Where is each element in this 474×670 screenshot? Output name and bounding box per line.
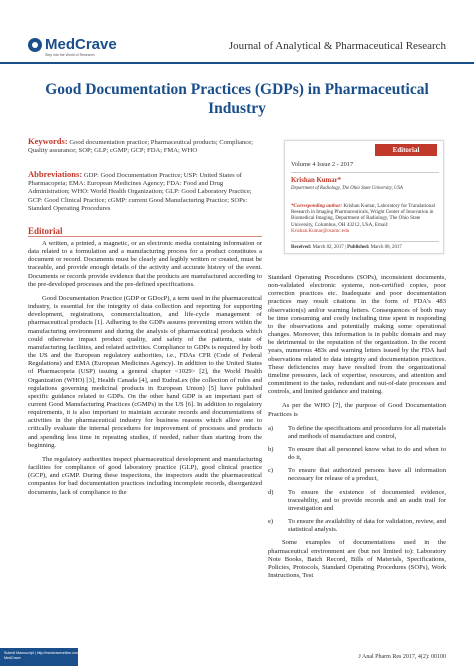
list-text: To ensure the existence of documented evidence, traceability, and to provide records and an audit trail for investigation and [288, 488, 446, 512]
published-label: Published: [347, 245, 370, 250]
list-item [268, 467, 446, 483]
corresponding-author [291, 203, 441, 234]
journal-name: Journal of Analytical & Pharmaceutical Research [228, 40, 446, 52]
box-divider [291, 172, 439, 173]
keywords-block [28, 137, 262, 155]
list-item [268, 489, 446, 513]
author-name: Krishan Kumar* [291, 177, 342, 184]
list-marker: a) [268, 424, 274, 432]
paragraph: A written, a printed, a magnetic, or an electronic media containing information or data related to a formulation and a manufacturing process for a product constitutes a document or record. Documents must be clearly and legibly written or created, must be traceable, and provide enough details of the activity and accurate history of the event. Documents or records provide evidence that the products are manufactured according to the pre-developed processes and the pre-defined specifications. [28, 240, 262, 288]
logo-globe-icon [28, 38, 42, 52]
paragraph: As per the WHO [7], the purpose of Good Documentation Practices is [268, 402, 446, 418]
list-text: To ensure that all personnel know what to do and when to do it, [288, 445, 446, 462]
box-divider [291, 241, 439, 242]
header-rule [0, 62, 474, 64]
published-date: March 08, 2017 [370, 245, 402, 250]
editorial-rule [28, 236, 262, 237]
paragraph: The regulatory authorities inspect pharmaceutical development and manufacturing facilities for compliance of good laboratory practice (GLP), good clinical practice (GCP), and cGMP. During these inspections, the inspectors audit the pharmaceutical companies for bad documentation practices including incomplete records, disorganized documents, lack of compliance to the [28, 455, 262, 496]
footer-submit[interactable] [4, 651, 79, 661]
paragraph: Some examples of documentations used in the pharmaceutical environment are (but not limited to): Laboratory Note Books, Batch Record, Bills of Materials, Specifications, Policies, Protocols, Standard Operating Procedures (SOPs), Work Instructions, Test [268, 539, 446, 579]
submit-manuscript-link[interactable]: Submit Manuscript | http://medcraveonline.com [4, 651, 79, 655]
abbreviations-block [28, 170, 262, 213]
right-column [268, 274, 446, 586]
list-item [268, 446, 446, 462]
list-text: To define the specifications and procedures for all materials and methods of manufacture and control, [288, 424, 446, 440]
page-footer [0, 638, 474, 664]
article-type-badge: Editorial [375, 144, 437, 156]
corr-text: Krishan Kumar, Laboratory for Translational Research in Imaging Pharmaceuticals, Wright Center of Innovation in Biomedical Imaging, Department of Radiology, The Ohio State University, Columbus, OH 43212, USA, Email: [291, 203, 435, 228]
logo-name: MedCrave [45, 36, 117, 53]
list-text: To ensure that authorized persons have all information necessary for release of a product, [288, 467, 446, 483]
article-title: Good Documentation Practices (GDPs) in Pharmaceutical Industry [45, 81, 429, 117]
list-item [268, 518, 446, 534]
corr-email-link[interactable]: Krishan.Kumar@osumc.edu [291, 227, 350, 234]
article-info-box [284, 140, 444, 254]
list-item [268, 425, 446, 441]
page-header [0, 0, 474, 66]
keywords-text: Good documentation practice; Pharmaceutical products; Compliance; Quality assurance; SOP; GLP; cGMP; GCP; FDA; FMA; WHO [28, 139, 253, 155]
author-affiliation: Department of Radiology, The Ohio State University, USA [291, 186, 403, 191]
purpose-list [268, 425, 446, 535]
article-dates: Received: March 02, 2017 | Published: March 08, 2017 [291, 245, 402, 250]
list-marker: c) [268, 467, 274, 475]
list-marker: d) [268, 488, 274, 496]
list-marker: e) [268, 518, 274, 526]
received-label: Received: [291, 245, 312, 250]
left-column [28, 240, 262, 503]
paragraph: Standard Operating Procedures (SOPs), inconsistent documents, non-validated electronic systems, non-certified copies, poor correction practices etc. Inadequate and poor documentation practices may result citations in the form of FDA's 483 observation(s) and/or warning letters. Consequences of both may be time consuming and costly including time spent in responding to the observations and potentially making some operational changes. Moreover, this information is in public domain and may be detrimental to the reputation of the organization. In the recent years, numerous 483s and warning letters issued by the FDA had observations related to data integrity and documentation practices. These deficiencies may have resulted from the organizational timeline pressures, lack of expertise, resources, and attention and commitment to the tasks, redundant and out-of-date processes and controls, and limited guidance and training. [268, 274, 446, 396]
abbreviations-text: GDP: Good Documentation Practice; USP: United States of Pharmacopeia; EMA: European Medicines Agency; FDA: Food and Drug Administration; WHO: World Health Organization; GLP: Good Laboratory Practice; GCP: Good Clinical Practice; cGMP: current Good Manufacturing Practice; SOPs: Standard Operating Procedures [28, 172, 252, 212]
volume-issue: Volume 4 Issue 2 - 2017 [291, 161, 354, 168]
publisher-logo[interactable] [28, 38, 117, 52]
corr-label: *Corresponding author: [291, 203, 343, 209]
paragraph: Good Documentation Practice (GDP or GDocP), a term used in the pharmaceutical industry, is essential for the integrity of data collection and reporting for supporting development, registrations, commercialization, and life-cycle management of pharmaceutical products [1]. Adhering to the GDPs assures preventing errors within the manufacturing environment and during the analysis of pharmaceutical products which could otherwise impact product quality, and safety of the patients, state of manufacturing facilities, and related activities. Compliance to GDPs is required by both the US and the European regulatory authorities, i.e., FDAs CFR (Code of Federal Regulations) and EMA (European Medicines Agency). In addition to the United States of Pharmacopeia (USP) issuing a general chapter <1029> [2], the World Health Organization (WHO) [3], Health Canada [4], and EudraLex (the collection of rules and regulations governing medicinal products in European Union) [5] have published specific guidance related to GDPs. On the other hand GDP is an important part of current Good Manufacturing Practices (cGMPs) in the US [6]. In addition to regulatory requirements, it is also important to maintain accurate records and documentations of activities in the pharmaceutical industry for business reasons which allow one to critically evaluate the internal procedures for improvement of processes and products and spending less time in repeating studies, if needed, rather than starting from the beginning. [28, 294, 262, 449]
list-text: To ensure the availability of data for validation, review, and statistical analysis. [288, 518, 446, 534]
list-marker: b) [268, 445, 274, 453]
logo-tagline: Step into the World of Research [45, 53, 95, 57]
received-date: March 02, 2017 [312, 245, 344, 250]
editorial-heading: Editorial [28, 226, 63, 236]
citation: J Anal Pharm Res 2017, 4(2): 00100 [358, 654, 446, 660]
abbreviations-label: Abbreviations: [28, 169, 83, 179]
keywords-label: Keywords: [28, 136, 68, 146]
footer-brand: MedCrave [4, 656, 21, 660]
